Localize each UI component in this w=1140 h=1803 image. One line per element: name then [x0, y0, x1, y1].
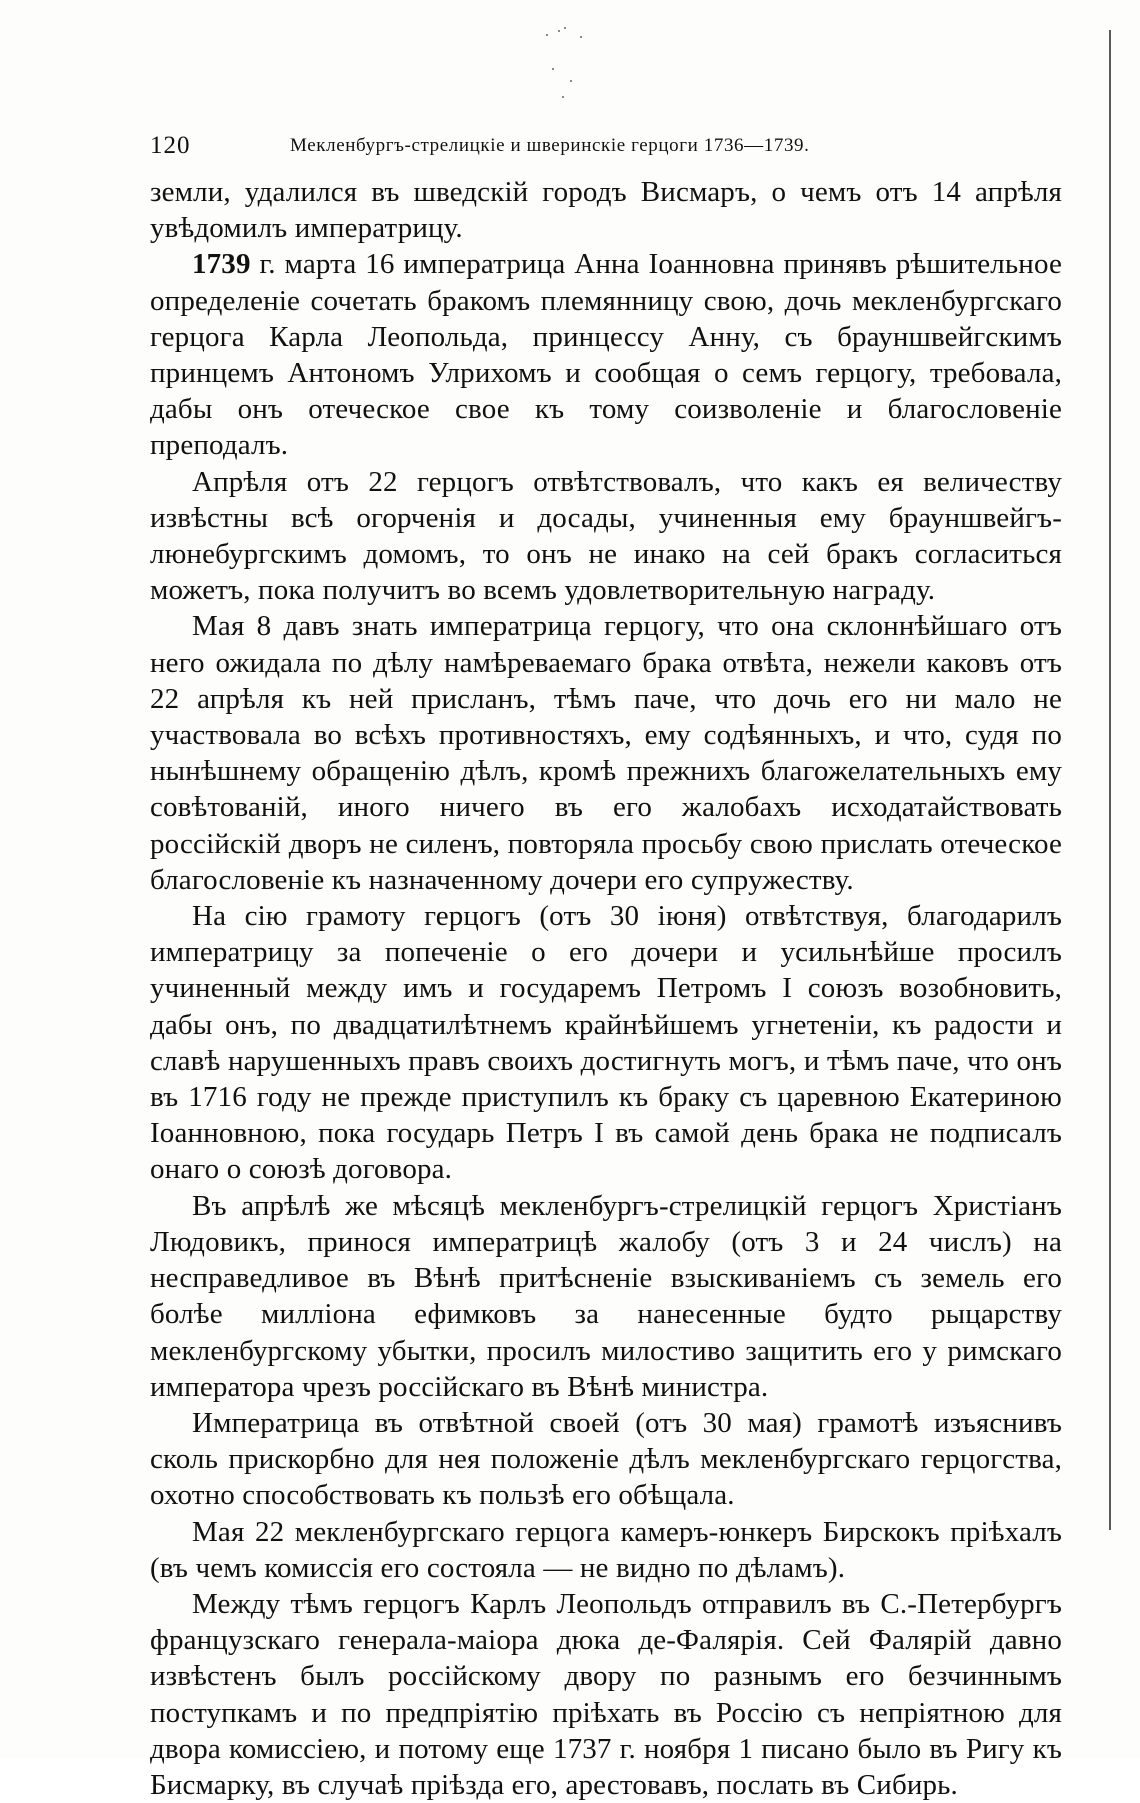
- paragraph: [150, 464, 1062, 609]
- paragraph-text: Въ апрѣлѣ же мѣсяцѣ мекленбургъ-стрелицкій герцогъ Христіанъ Людовикъ, принося императрицѣ жалобу (отъ 3 и 24 числъ) на несправедливое въ Вѣнѣ притѣсненіе взыскиваніемъ съ земель его болѣе милліона ефимковъ за нанесенные будто рыцарству мекленбургскому убытки, просилъ милостиво защитить его у римскаго императора чрезъ россійскаго въ Вѣнѣ министра.: [150, 1189, 1062, 1403]
- scan-speck: [546, 34, 548, 36]
- paragraph-text: Мая 22 мекленбургскаго герцога камеръ-юнкеръ Бирскокъ пріѣхалъ (въ чемъ комиссія его состояла — не видно по дѣламъ).: [150, 1515, 1062, 1584]
- scan-speck: [558, 30, 560, 32]
- scan-speck: [570, 80, 572, 82]
- paragraph: [150, 174, 1062, 246]
- paragraph: [150, 246, 1062, 463]
- paragraph-text: На сію грамоту герцогъ (отъ 30 іюня) отвѣтствуя, благодарилъ императрицу за попеченіе о его дочери и усильнѣйше просилъ учиненный между имъ и государемъ Петромъ I союзъ возобновить, дабы онъ, по двадцатилѣтнемъ крайнѣйшемъ угнетеніи, къ радости и славѣ нарушенныхъ правъ своихъ достигнуть могъ, и тѣмъ паче, что онъ въ 1716 году не прежде приступилъ къ браку съ царевною Екатериною Іоанновною, пока государь Петръ I въ самой день брака не подписалъ онаго о союзѣ договора.: [150, 900, 1062, 1186]
- paragraph-text: Императрица въ отвѣтной своей (отъ 30 мая) грамотѣ изъяснивъ сколь прискорбно для нея положеніе дѣлъ мекленбургскаго герцогства, охотно способствовать къ пользѣ его обѣщала.: [150, 1406, 1062, 1512]
- paragraph: [150, 898, 1062, 1188]
- scan-speck: [564, 27, 566, 29]
- running-title: Мекленбургъ-стрелицкіе и шверинскіе герцоги 1736—1739.: [290, 135, 810, 156]
- paragraph: [150, 608, 1062, 898]
- paragraph-text: г. марта 16 императрица Анна Іоанновна принявъ рѣшительное определеніе сочетать бракомъ племянницу свою, дочь мекленбургскаго герцога Карла Леопольда, принцессу Анну, съ брауншвейгскимъ принцемъ Антономъ Улрихомъ и сообщая о семъ герцогу, требовала, дабы онъ отеческое свое къ тому соизволеніе и благословеніе преподалъ.: [150, 248, 1062, 462]
- paragraph: [150, 1514, 1062, 1586]
- scan-speck: [580, 36, 582, 38]
- scan-speck: [562, 96, 564, 98]
- paragraph: [150, 1405, 1062, 1514]
- body-text: [150, 174, 1062, 1803]
- running-head: [150, 132, 930, 162]
- paragraph-text: Мая 8 давъ знать императрица герцогу, что она склоннѣйшаго отъ него ожидала по дѣлу намѣреваемаго брака отвѣта, нежели каковъ отъ 22 апрѣля къ ней присланъ, тѣмъ паче, что дочь его ни мало не участвовала во всѣхъ противностяхъ, ему содѣянныхъ, и что, судя по нынѣшнему обращенію дѣлъ, кромѣ прежнихъ благожелательныхъ ему совѣтованій, иного ничего въ его жалобахъ исходатайствовать россійскій дворъ не силенъ, повторяла просьбу свою прислать отеческое благословеніе къ назначенному дочери его супружеству.: [150, 610, 1062, 896]
- page-number: 120: [150, 132, 191, 159]
- year-marker: 1739: [192, 248, 251, 281]
- scan-speck: [552, 68, 554, 70]
- paragraph: [150, 1586, 1062, 1803]
- paragraph-text: Апрѣля отъ 22 герцогъ отвѣтствовалъ, что какъ ея величеству извѣстны всѣ огорченія и досады, учиненныя ему брауншвейгъ-люнебургскимъ домомъ, то онъ не инако на сей бракъ согласиться можетъ, пока получитъ во всемъ удовлетворительную награду.: [150, 465, 1062, 607]
- paragraph-text: земли, удалился въ шведскій городъ Висмаръ, о чемъ отъ 14 апрѣля увѣдомилъ императрицу.: [150, 176, 1062, 245]
- paragraph: [150, 1188, 1062, 1405]
- scan-specks: [540, 16, 600, 116]
- paragraph-text: Между тѣмъ герцогъ Карлъ Леопольдъ отправилъ въ С.-Петербургъ французскаго генерала-маіора дюка де-Фалярія. Сей Фалярій давно извѣстенъ былъ россійскому двору по разнымъ его безчиннымъ поступкамъ и по предпріятію пріѣхать въ Россію съ непріятною для двора комиссіею, и потому еще 1737 г. ноября 1 писано было въ Ригу къ Бисмарку, въ случаѣ пріѣзда его, арестовавъ, послать въ Сибирь.: [150, 1587, 1062, 1801]
- scan-edge-line: [1109, 30, 1111, 1530]
